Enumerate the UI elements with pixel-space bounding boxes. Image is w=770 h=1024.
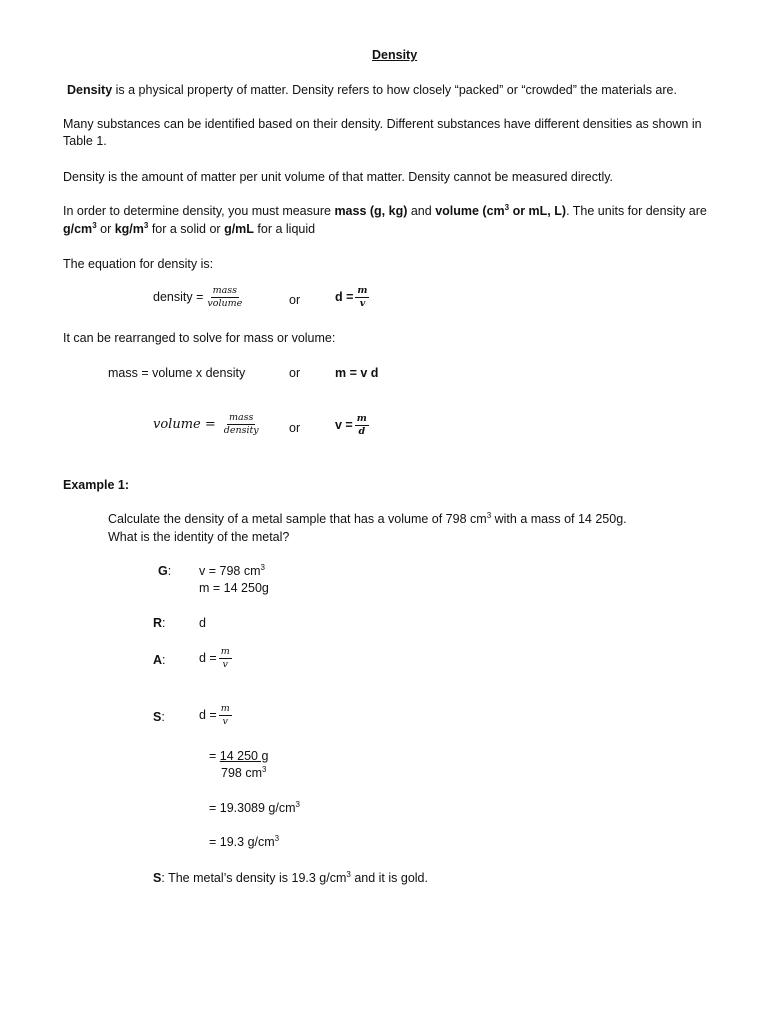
denominator: v [222, 715, 228, 727]
superscript: 3 [262, 764, 267, 774]
text: v = 798 cm [199, 564, 261, 578]
solution-step-raw [209, 801, 300, 815]
example-question-line1 [108, 512, 627, 526]
numerator: m [220, 703, 230, 714]
solution-step-substitution [209, 749, 268, 763]
superscript: 3 [486, 510, 492, 520]
unit-g-ml: g/mL [224, 222, 254, 236]
equation-label: d = [199, 650, 217, 665]
numerator: mass [212, 285, 238, 296]
text: In order to determine density, you must measure [63, 204, 335, 218]
colon: : [162, 616, 166, 630]
example-heading: Example 1: [63, 478, 130, 492]
volume-bold [435, 204, 566, 218]
given-label [158, 564, 171, 578]
fraction [205, 286, 244, 309]
text: = [209, 749, 220, 763]
superscript: 3 [143, 220, 149, 230]
intro-text: is a physical property of matter. Density refers to how closely “packed” or “crowded” the materials are. [112, 83, 677, 97]
fraction [355, 414, 369, 437]
text: and it is gold. [350, 871, 428, 885]
denominator: density [223, 424, 259, 436]
or-text: or [289, 293, 301, 307]
paragraph-definition: Density is the amount of matter per unit volume of that matter. Density cannot be measured directly. [63, 170, 614, 184]
intro-bold: Density [67, 83, 113, 97]
equation-mass-full: mass = volume x density [108, 366, 246, 380]
superscript: 3 [346, 869, 351, 879]
intro-paragraph [67, 83, 677, 97]
page-title: Density [372, 48, 418, 62]
equation-label: d = [335, 289, 354, 304]
superscript: 3 [274, 833, 280, 843]
equation-volume-full [153, 413, 261, 436]
colon: : [167, 564, 172, 578]
numerator: mass [228, 412, 254, 423]
paragraph-substances-line1: Many substances can be identified based on their density. Different substances have different densities as shown in [63, 117, 702, 131]
text: or mL, L) [509, 204, 567, 218]
equation-volume-short [335, 414, 369, 437]
solution-label [153, 710, 165, 724]
text: = 19.3089 g/cm [209, 801, 296, 815]
unit-kg-m3 [115, 222, 149, 236]
equation-intro: The equation for density is: [63, 257, 214, 271]
label-letter: S [153, 871, 162, 885]
required-label [153, 616, 166, 630]
solution-equation [199, 704, 232, 727]
label-letter: S [153, 710, 162, 724]
denominator: volume [207, 297, 243, 309]
fraction [219, 704, 232, 727]
analysis-label [153, 653, 166, 667]
text: g/cm [63, 222, 93, 236]
superscript: 3 [92, 220, 97, 230]
numerator: m [357, 285, 368, 296]
or-text: or [289, 366, 301, 380]
solution-step-denominator [221, 766, 266, 780]
fraction [355, 286, 369, 309]
final-statement [153, 871, 428, 885]
equation-label: v = [335, 417, 353, 432]
given-volume [199, 564, 265, 578]
solution-step-rounded [209, 835, 279, 849]
equation-label: density = [153, 289, 204, 304]
equation-density-full [153, 286, 244, 309]
equation-label: volume = [153, 416, 216, 432]
text: 798 cm [221, 766, 262, 780]
text: and [407, 204, 436, 218]
text: = 19.3 g/cm [209, 835, 275, 849]
text: Calculate the density of a metal sample that has a volume of 798 cm [108, 512, 487, 526]
label-letter: G [158, 564, 168, 578]
given-mass: m = 14 250g [199, 581, 269, 595]
rearrange-intro: It can be rearranged to solve for mass or volume: [63, 331, 336, 345]
paragraph-units-line2 [63, 222, 315, 236]
superscript: 3 [260, 562, 265, 572]
colon: : [162, 653, 166, 667]
text: volume (cm [435, 204, 505, 218]
label-letter: R [153, 616, 163, 630]
equation-mass-short: m = v d [335, 366, 379, 380]
superscript: 3 [295, 799, 300, 809]
text: for a liquid [253, 222, 316, 236]
required-value: d [199, 616, 206, 630]
text: with a mass of 14 250g. [491, 512, 627, 526]
paragraph-substances-line2: Table 1. [63, 134, 107, 148]
equation-density-short [335, 286, 369, 309]
fraction [219, 647, 232, 670]
colon: : [161, 710, 165, 724]
denominator: d [358, 425, 366, 437]
denominator: v [222, 658, 228, 670]
analysis-equation [199, 647, 232, 670]
text: for a solid or [148, 222, 225, 236]
or-text: or [289, 421, 301, 435]
paragraph-units-line1 [63, 204, 707, 218]
text: : The metal’s density is 19.3 g/cm [161, 871, 347, 885]
unit-g-cm3 [63, 222, 97, 236]
numerator: 14 250 g [219, 749, 269, 763]
denominator: v [359, 297, 366, 309]
equation-label: d = [199, 707, 217, 722]
text: . The units for density are [566, 204, 707, 218]
fraction [222, 413, 261, 436]
numerator: m [356, 413, 367, 424]
numerator: m [220, 646, 230, 657]
text: or [96, 222, 115, 236]
label-letter: A [153, 653, 163, 667]
superscript: 3 [504, 202, 510, 212]
mass-bold: mass (g, kg) [334, 204, 408, 218]
example-question-line2: What is the identity of the metal? [108, 530, 290, 544]
text: kg/m [114, 222, 144, 236]
